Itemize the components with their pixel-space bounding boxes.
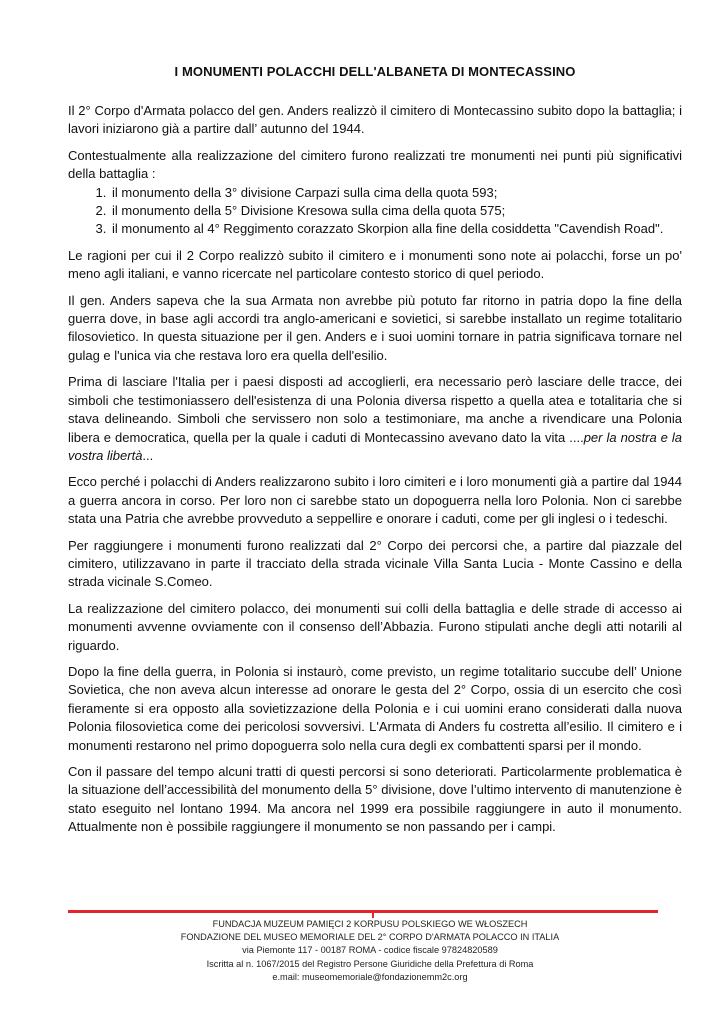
paragraph-5-end: ... [142, 447, 154, 463]
paragraph-9: Dopo la fine della guerra, in Polonia si instaurò, come previsto, un regime totalitario succube dell’ Unione Sovietica, che non aveva alcun interesse ad onorare le gesta del 2° Corpo, ossia di un esercito che così fieramente si era opposto alla sovietizzazione della Polonia e i cui uomini erano considerati dalla nuova Polonia filosovietica come dei pericolosi sovversivi. L'Armata di Anders fu costretta all’esilio. Il cimitero e i monumenti restarono nel primo dopoguerra solo nella cura degli ex combattenti sparsi per il mondo. [68, 663, 682, 753]
paragraph-2: Contestualmente alla realizzazione del cimitero furono realizzati tre monumenti nei punti più significativi della battaglia : [68, 147, 682, 182]
paragraph-3: Le ragioni per cui il 2 Corpo realizzò subito il cimitero e i monumenti sono note ai polacchi, forse un po' meno agli italiani, e vanno ricercate nel particolare contesto storico di quel periodo. [68, 247, 682, 282]
footer-address: via Piemonte 117 - 00187 ROMA - codice fiscale 97824820589 [242, 945, 498, 956]
monuments-list [68, 184, 682, 239]
footer [120, 918, 620, 984]
paragraph-8: La realizzazione del cimitero polacco, dei monumenti sui colli della battaglia e delle strade di accesso ai monumenti avvenne ovviamente con il consenso dell’Abbazia. Furono stipulati anche degli atti notarili al riguardo. [68, 600, 682, 653]
list-item: 3. il monumento al 4° Reggimento corazzato Skorpion alla fine della cosiddetta "Cavendish Road". [110, 220, 682, 238]
footer-divider [68, 910, 658, 913]
paragraph-5 [68, 373, 682, 465]
paragraph-5-main: Prima di lasciare l'Italia per i paesi disposti ad accoglierli, era necessario però lasciare delle tracce, dei simboli che testimoniassero dell'esistenza di una Polonia diversa rispetto a quella atea e totalitaria che si stava delineando. Simboli che servissero non solo a testimoniare, ma anche a rivendicare una Polonia libera e democratica, quella per la quale i caduti di Montecassino avevano dato la vita .... [68, 374, 682, 445]
list-item: 2. il monumento della 5° Divisione Kresowa sulla cima della quota 575; [110, 202, 682, 220]
footer-registry: Iscritta al n. 1067/2015 del Registro Persone Giuridiche della Prefettura di Roma [206, 958, 534, 969]
paragraph-7: Per raggiungere i monumenti furono realizzati dal 2° Corpo dei percorsi che, a partire dal piazzale del cimitero, utilizzavano in parte il tracciato della strada vicinale Villa Santa Lucia - Monte Cassino e della strada vicinale S.Comeo. [68, 537, 682, 590]
document-body [68, 102, 682, 845]
footer-email: e.mail: museomemoriale@fondazionemm2c.org [272, 971, 468, 982]
footer-foundation-polish: FUNDACJA MUZEUM PAMIĘCI 2 KORPUSU POLSKIEGO WE WŁOSZECH [212, 919, 528, 929]
footer-divider-tick [372, 910, 374, 918]
paragraph-1: Il 2° Corpo d'Armata polacco del gen. Anders realizzò il cimitero di Montecassino subito dopo la battaglia; i lavori iniziarono già a partire dall’ autunno del 1944. [68, 103, 682, 137]
footer-foundation-italian: FONDAZIONE DEL MUSEO MEMORIALE DEL 2° CORPO D'ARMATA POLACCO IN ITALIA [180, 932, 560, 943]
paragraph-5-motto: per la nostra e la vostra libertà [68, 429, 683, 463]
document-title: I MONUMENTI POLACCHI DELL'ALBANETA DI MONTECASSINO [174, 64, 576, 79]
paragraph-4: Il gen. Anders sapeva che la sua Armata non avrebbe più potuto far ritorno in patria dopo la fine della guerra dove, in base agli accordi tra anglo-americani e sovietici, si sarebbe installato un regime totalitario filosovietico. In questa situazione per il gen. Anders e i suoi uomini tornare in patria significava tornare nel gulag e l'unica via che restava loro era quella dell'esilio. [68, 292, 682, 363]
list-item: 1. il monumento della 3° divisione Carpazi sulla cima della quota 593; [110, 184, 682, 202]
paragraph-10: Con il passare del tempo alcuni tratti di questi percorsi si sono deteriorati. Particolarmente problematica è la situazione dell’accessibilità del monumento della 5° divisione, dove l’ultimo intervento di manutenzione è stato eseguito nel lontano 1994. Ma ancora nel 1999 era possibile raggiungere in auto il monumento. Attualmente non è possibile raggiungere il monumento se non passando per i campi. [68, 764, 682, 835]
paragraph-6: Ecco perché i polacchi di Anders realizzarono subito i loro cimiteri e i loro monumenti già a partire dal 1944 a guerra ancora in corso. Per loro non ci sarebbe stato un dopoguerra nella loro Polonia. Non ci sarebbe stata una Patria che avrebbe provveduto a seppellire e onorare i caduti, come per gli inglesi o i tedeschi. [68, 474, 682, 527]
